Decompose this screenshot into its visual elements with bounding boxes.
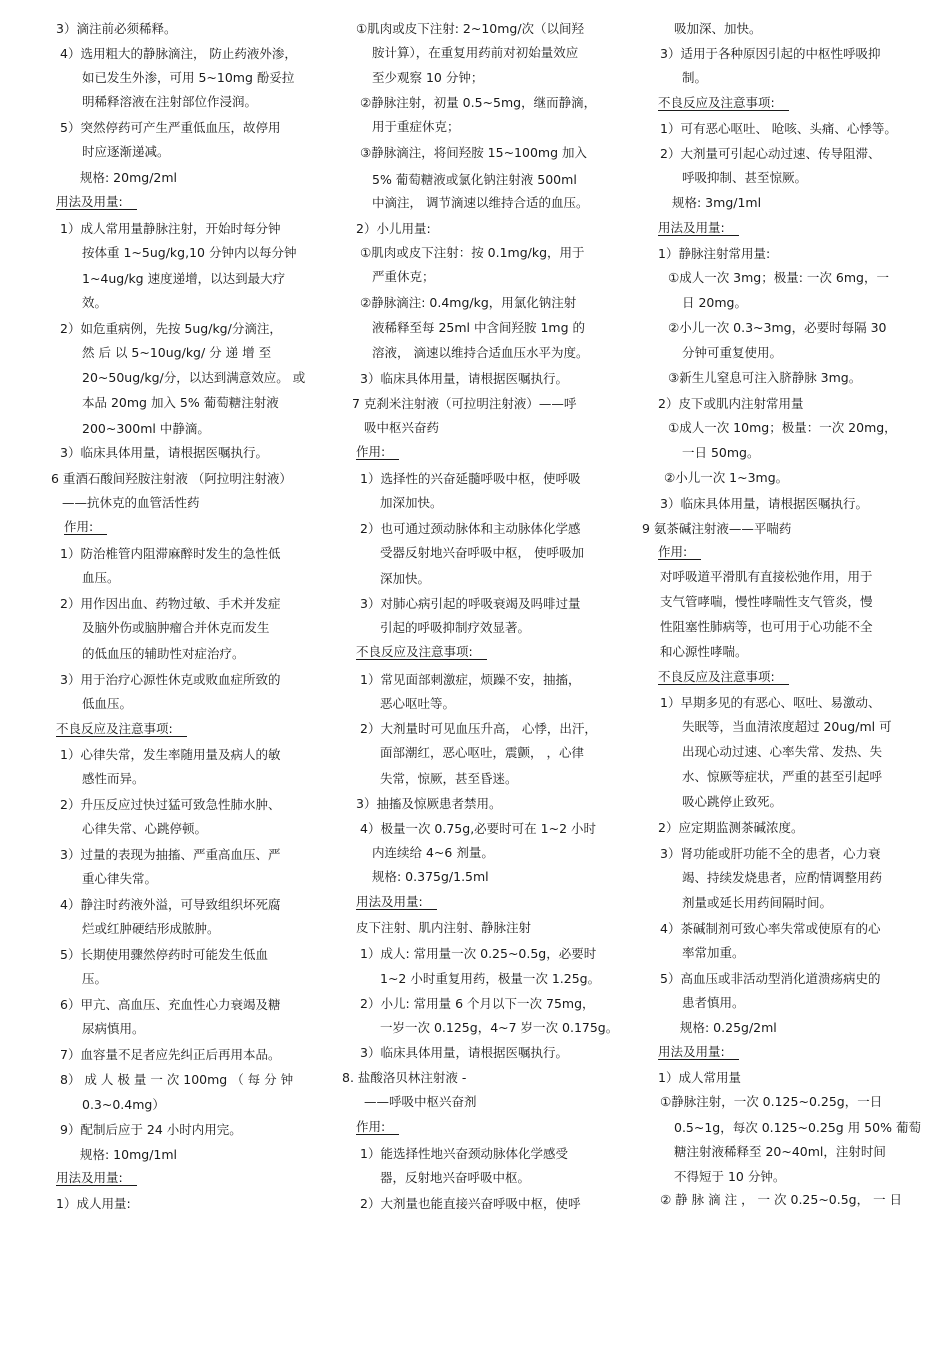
text-line (82, 295, 107, 311)
text-line (360, 371, 568, 387)
text-line (360, 672, 580, 688)
text-line-content: 本品 20mg 加入 5% 葡萄糖注射液 (82, 395, 279, 410)
text-line-content: 胺计算），在重复用药前对初始量效应 (372, 45, 579, 60)
text-line (660, 921, 880, 937)
text-line-content: ①肌肉或皮下注射：按 0.1mg/kg，用于 (360, 245, 585, 260)
text-line-content: 感性而异。 (82, 771, 145, 786)
text-line (372, 869, 489, 885)
text-line-content: 3）临床具体用量，请根据医嘱执行。 (60, 445, 268, 460)
text-line (352, 396, 576, 412)
text-line (62, 495, 200, 511)
text-line-content: 3）用于治疗心源性休克或败血症所致的 (60, 672, 281, 687)
text-line-content: 4）茶碱制剂可致心率失常或使原有的心 (660, 921, 881, 936)
text-line-content: 5）长期使用骤然停药时可能发生低血 (60, 947, 268, 962)
text-line (356, 796, 501, 812)
text-line-content: 低血压。 (82, 696, 133, 711)
text-line (82, 821, 207, 837)
text-line (82, 70, 294, 86)
section-heading (64, 519, 107, 535)
text-line (680, 1020, 777, 1036)
text-line-content: 心律失常、心跳停顿。 (82, 821, 208, 836)
text-line-content: ①成人一次 10mg；极量：一次 20mg， (668, 420, 897, 435)
text-line (60, 46, 297, 62)
text-line (360, 1196, 580, 1212)
section-heading-text: 用法及用量: (56, 194, 137, 210)
section-heading-text: 不良反应及注意事项: (658, 95, 789, 111)
text-line-content: 1）静脉注射常用量: (658, 246, 771, 261)
text-line-content: ② 静 脉 滴 注 ， 一 次 0.25~0.5g， 一 日 (660, 1192, 903, 1207)
text-line (82, 570, 120, 586)
text-line-content: 8） 成 人 极 量 一 次 100mg （ 每 分 钟 (60, 1072, 294, 1087)
text-line (364, 1094, 477, 1110)
text-line-content: 面部潮红，恶心呕吐，震颤， ，心律 (380, 745, 584, 760)
text-line-content: 3）过量的表现为抽搐、严重高血压、严 (60, 847, 281, 862)
text-line-content: 对呼吸道平滑肌有直接松弛作用，用于 (660, 569, 873, 584)
text-line-content: 2）皮下或肌内注射常用量 (658, 396, 804, 411)
text-line (82, 94, 257, 110)
text-line-content: 3）临床具体用量，请根据医嘱执行。 (360, 371, 568, 386)
section-heading-text: 用法及用量: (658, 1044, 739, 1060)
text-line (60, 847, 280, 863)
text-line (682, 719, 892, 735)
text-line (360, 471, 580, 487)
text-line-content: 水、惊厥等症状，严重的甚至引起呼 (682, 769, 883, 784)
text-line (56, 1196, 131, 1212)
text-line-content: ③静脉滴注，将间羟胺 15~100mg 加入 (360, 145, 588, 160)
text-line (82, 620, 270, 636)
text-line-content: 的低血压的辅助性对症治疗。 (82, 646, 245, 661)
text-line-content: 剂量或延长用药间隔时间。 (682, 895, 833, 910)
text-line-content: 和心源性哮喘。 (660, 644, 748, 659)
text-line-content: 糖注射液稀释至 20~40ml，注射时间 (674, 1144, 886, 1159)
text-line (80, 170, 177, 186)
text-line-content: 0.5~1g，每次 0.125~0.25g 用 50% 葡萄 (674, 1120, 921, 1135)
text-line (660, 644, 748, 660)
text-line (660, 971, 880, 987)
section-heading (658, 1044, 739, 1060)
text-line (60, 997, 280, 1013)
text-line (82, 1097, 165, 1113)
text-line-content: 1）可有恶心呕吐、 呛咳、头痛、心悸等。 (660, 121, 897, 136)
text-line (82, 370, 305, 386)
text-line-content: 规格: 3mg/1ml (672, 195, 762, 210)
text-line-content: 3）临床具体用量，请根据医嘱执行。 (360, 1045, 568, 1060)
text-line-content: 皮下注射、肌内注射、静脉注射 (356, 920, 532, 935)
text-line-content: 加深加快。 (380, 495, 443, 510)
text-line (60, 1047, 280, 1063)
text-line-content: 1）成人用量: (56, 1196, 131, 1211)
text-line (82, 771, 145, 787)
text-line (660, 1094, 882, 1110)
text-line (682, 945, 745, 961)
text-line (82, 921, 220, 937)
text-line-content: 率常加重。 (682, 945, 745, 960)
text-line (360, 1146, 568, 1162)
text-line-content: 血压。 (82, 570, 120, 585)
section-heading (658, 544, 701, 560)
text-line-content: 2）用作因出血、药物过敏、手术并发症 (60, 596, 281, 611)
text-line-content: 1~2 小时重复用药，极量一次 1.25g。 (380, 971, 601, 986)
column-right (642, 0, 944, 1345)
text-line-content: ①成人一次 3mg；极量: 一次 6mg，一 (668, 270, 889, 285)
text-line (682, 295, 747, 311)
section-heading-text: 作用: (64, 519, 107, 535)
text-line-content: 7）血容量不足者应先纠正后再用本品。 (60, 1047, 281, 1062)
text-line-content: 不得短于 10 分钟。 (674, 1169, 786, 1184)
text-line-content: 1）防治椎管内阻滞麻醉时发生的急性低 (60, 546, 281, 561)
text-line-content: 溶液， 滴速以维持合适血压水平为度。 (372, 345, 589, 360)
text-line-content: 规格: 0.375g/1.5ml (372, 869, 489, 884)
text-line (82, 696, 132, 712)
text-line (660, 121, 897, 137)
text-line (80, 1147, 177, 1163)
text-line (660, 619, 873, 635)
text-line-content: 制。 (682, 70, 708, 85)
section-heading-text: 作用: (356, 444, 399, 460)
text-line (658, 246, 770, 262)
text-line-content: 如已发生外渗，可用 5~10mg 酚妥拉 (82, 70, 295, 85)
text-line (682, 870, 882, 886)
text-line-content: 7 克刹米注射液（可拉明注射液）——呼 (352, 396, 577, 411)
section-heading-text: 作用: (658, 544, 701, 560)
text-line (380, 571, 430, 587)
text-line (82, 345, 271, 361)
text-line (682, 895, 832, 911)
text-line (380, 745, 584, 761)
text-line (60, 546, 280, 562)
text-line-content: ——呼吸中枢兴奋剂 (364, 1094, 477, 1109)
text-line-content: ②小儿一次 1~3mg。 (664, 470, 789, 485)
text-line (380, 545, 584, 561)
text-line (682, 345, 782, 361)
text-line-content: 1）选择性的兴奋延髓呼吸中枢，使呼吸 (360, 471, 581, 486)
text-line-content: 5% 葡萄糖液或氯化钠注射液 500ml (372, 172, 577, 187)
text-line (372, 320, 585, 336)
text-line-content: 2）大剂量可引起心动过速、传导阻滞、 (660, 146, 881, 161)
text-line (672, 195, 761, 211)
section-heading (356, 644, 487, 660)
text-line (668, 270, 889, 286)
text-line (51, 471, 292, 487)
text-line (682, 70, 707, 86)
text-line-content: 液稀释至每 25ml 中含间羟胺 1mg 的 (372, 320, 586, 335)
text-line (60, 445, 268, 461)
text-line-content: 2）也可通过颈动脉体和主动脉体化学感 (360, 521, 581, 536)
text-line (682, 794, 782, 810)
text-line-content: 受器反射地兴奋呼吸中枢， 使呼吸加 (380, 545, 584, 560)
text-line (356, 920, 531, 936)
text-line-content: 规格: 10mg/1ml (80, 1147, 178, 1162)
text-line-content: 0.3~0.4mg） (82, 1097, 165, 1112)
text-line-content: 2）大剂量也能直接兴奋呼吸中枢，使呼 (360, 1196, 581, 1211)
text-line (360, 95, 596, 111)
text-line-content: 呼吸抑制、甚至惊厥。 (682, 170, 808, 185)
text-line-content: 患者慎用。 (682, 995, 745, 1010)
section-heading-text: 不良反应及注意事项: (56, 721, 187, 737)
text-line (82, 971, 107, 987)
text-line-content: 重心律失常。 (82, 871, 158, 886)
text-line-content: 失常，惊厥，甚至昏迷。 (380, 771, 518, 786)
text-line (674, 1144, 886, 1160)
text-line (660, 695, 880, 711)
text-line (372, 70, 483, 86)
text-line-content: 规格: 20mg/2ml (80, 170, 178, 185)
text-line-content: 3）适用于各种原因引起的中枢性呼吸抑 (660, 46, 881, 61)
text-line (82, 421, 210, 437)
text-line (360, 721, 597, 737)
text-line (60, 120, 280, 136)
text-line (360, 946, 596, 962)
text-line-content: ——抗休克的血管活性药 (62, 495, 200, 510)
text-line-content: 吸加深、加快。 (674, 21, 762, 36)
text-line (372, 45, 578, 61)
text-line-content: 用于重症休克； (372, 119, 460, 134)
text-line (380, 771, 518, 787)
text-line (360, 145, 587, 161)
text-line-content: 1~4ug/kg 速度递增，以达到最大疗 (82, 271, 286, 286)
text-line (660, 1192, 902, 1208)
text-line-content: 4）极量一次 0.75g,必要时可在 1~2 小时 (360, 821, 596, 836)
text-line-content: ②静脉注射，初量 0.5~5mg，继而静滴， (360, 95, 597, 110)
column-middle (342, 0, 644, 1345)
text-line (60, 747, 280, 763)
text-line-content: 2）大剂量时可见血压升高， 心悸，出汗， (360, 721, 597, 736)
text-line-content: 4）静注时药液外溢，可导致组织坏死腐 (60, 897, 281, 912)
text-line-content: 3）对肺心病引起的呼吸衰竭及吗啡过量 (360, 596, 581, 611)
text-line-content: 6 重酒石酸间羟胺注射液 （阿拉明注射液） (51, 471, 292, 486)
text-line-content: 按体重 1~5ug/kg,10 分钟内以每分钟 (82, 245, 297, 260)
text-line-content: 一岁一次 0.125g，4~7 岁一次 0.175g。 (380, 1020, 619, 1035)
section-heading (56, 721, 187, 737)
text-line (60, 221, 280, 237)
text-line (660, 569, 873, 585)
section-heading (658, 669, 789, 685)
text-line (60, 672, 280, 688)
text-line (380, 1170, 530, 1186)
text-line (674, 1120, 921, 1136)
text-line (356, 21, 584, 37)
text-line-content: 6）甲亢、高血压、充血性心力衰竭及糖 (60, 997, 281, 1012)
text-line (60, 1122, 242, 1138)
section-heading (658, 95, 789, 111)
text-line-content: 3）临床具体用量，请根据医嘱执行。 (660, 496, 868, 511)
text-line-content: 1）常见面部刺激症，烦躁不安，抽搐， (360, 672, 581, 687)
text-line (60, 897, 280, 913)
text-line-content: 性阻塞性肺病等，也可用于心功能不全 (660, 619, 873, 634)
text-line (658, 820, 803, 836)
text-line (664, 470, 788, 486)
text-line (360, 295, 576, 311)
section-heading (356, 1119, 399, 1135)
text-line-content: 2）应定期监测茶碱浓度。 (658, 820, 804, 835)
text-line-content: 2）小儿: 常用量 6 个月以下一次 75mg， (360, 996, 595, 1011)
text-line (360, 596, 580, 612)
text-line (380, 696, 455, 712)
text-line-content: 1）成人常用量 (658, 1070, 741, 1085)
text-line-content: 失眠等，当血清浓度超过 20ug/ml 可 (682, 719, 892, 734)
text-line (668, 320, 886, 336)
section-heading (356, 894, 437, 910)
text-line-content: 5）突然停药可产生严重低血压，故停用 (60, 120, 281, 135)
text-line (82, 395, 279, 411)
text-line (380, 620, 530, 636)
text-line-content: 引起的呼吸抑制疗效显著。 (380, 620, 531, 635)
text-line (372, 195, 588, 211)
text-line-content: 4）选用粗大的静脉滴注， 防止药液外渗， (60, 46, 297, 61)
text-line (60, 797, 280, 813)
text-line-content: 3）抽搐及惊厥患者禁用。 (356, 796, 502, 811)
text-line (682, 445, 760, 461)
text-line-content: 支气管哮喘，慢性哮喘性支气管炎，慢 (660, 594, 873, 609)
text-line-content: 严重休克； (372, 269, 435, 284)
text-line (82, 245, 296, 261)
text-line-content: 5）高血压或非活动型消化道溃疡病史的 (660, 971, 881, 986)
text-line-content: 效。 (82, 295, 108, 310)
text-line (380, 1020, 618, 1036)
text-line-content: 内连续给 4~6 剂量。 (372, 845, 494, 860)
text-line (82, 871, 157, 887)
text-line (360, 245, 585, 261)
text-line-content: 时应逐渐递减。 (82, 144, 170, 159)
text-line-content: 压。 (82, 971, 108, 986)
text-line-content: 1）能选择性地兴奋颈动脉体化学感受 (360, 1146, 568, 1161)
text-line-content: 一日 50mg。 (682, 445, 760, 460)
section-heading-text: 用法及用量: (356, 894, 437, 910)
text-line-content: 200~300ml 中静滴。 (82, 421, 210, 436)
text-line-content: 8. 盐酸洛贝林注射液 - (342, 1070, 467, 1085)
section-heading (658, 220, 739, 236)
section-heading (56, 194, 137, 210)
text-line (658, 396, 803, 412)
text-line (360, 1045, 568, 1061)
text-line (372, 119, 460, 135)
section-heading-text: 不良反应及注意事项: (356, 644, 487, 660)
text-line (660, 846, 880, 862)
text-line-content: 吸中枢兴奋药 (364, 420, 440, 435)
text-line (82, 144, 170, 160)
text-line (372, 845, 494, 861)
text-line (682, 995, 745, 1011)
text-line-content: ②静脉滴注: 0.4mg/kg，用氯化钠注射 (360, 295, 577, 310)
text-line-content: ③新生儿窒息可注入脐静脉 3mg。 (668, 370, 862, 385)
text-line-content: 1）成人常用量静脉注射，开始时每分钟 (60, 221, 281, 236)
text-line-content: 尿病慎用。 (82, 1021, 145, 1036)
text-line (360, 521, 580, 537)
text-line (668, 370, 861, 386)
text-line-content: 竭、持续发烧患者，应酌情调整用药 (682, 870, 883, 885)
section-heading (356, 444, 399, 460)
text-line-content: 器，反射地兴奋呼吸中枢。 (380, 1170, 531, 1185)
text-line (372, 345, 588, 361)
text-line-content: 明稀释溶液在注射部位作浸润。 (82, 94, 258, 109)
text-line (372, 269, 435, 285)
text-line (660, 146, 880, 162)
text-line (60, 947, 268, 963)
text-line (60, 596, 280, 612)
text-line-content: 规格: 0.25g/2ml (680, 1020, 777, 1035)
text-line-content: 深加快。 (380, 571, 431, 586)
text-line-content: 中滴注， 调节滴速以维持合适的血压。 (372, 195, 589, 210)
text-line-content: 2）小儿用量: (356, 221, 431, 236)
text-line-content: 至少观察 10 分钟； (372, 70, 484, 85)
text-line (660, 46, 880, 62)
text-line (82, 271, 285, 287)
text-line (56, 21, 176, 37)
text-line-content: ②小儿一次 0.3~3mg，必要时每隔 30 (668, 320, 887, 335)
text-line-content: 分钟可重复使用。 (682, 345, 783, 360)
section-heading (56, 1170, 137, 1186)
text-line-content: 3）肾功能或肝功能不全的患者，心力衰 (660, 846, 881, 861)
text-line-content: 2）升压反应过快过猛可致急性肺水肿、 (60, 797, 281, 812)
text-line (674, 21, 762, 37)
text-line (642, 521, 791, 537)
text-line-content: 3）滴注前必须稀释。 (56, 21, 177, 36)
text-line (60, 1072, 293, 1088)
section-heading-text: 作用: (356, 1119, 399, 1135)
text-line-content: 20~50ug/kg/分，以达到满意效应。 或 (82, 370, 306, 385)
text-line (360, 996, 595, 1012)
section-heading-text: 不良反应及注意事项: (658, 669, 789, 685)
column-left (51, 0, 344, 1345)
text-line (682, 744, 882, 760)
text-line-content: 1）心律失常，发生率随用量及病人的敏 (60, 747, 281, 762)
text-line (342, 1070, 466, 1086)
section-heading-text: 用法及用量: (56, 1170, 137, 1186)
text-line-content: 恶心呕吐等。 (380, 696, 456, 711)
text-line-content: 1）早期多见的有恶心、呕吐、易激动、 (660, 695, 881, 710)
text-line (60, 321, 282, 337)
text-line (658, 1070, 741, 1086)
text-line (356, 221, 431, 237)
text-line-content: 及脑外伤或脑肿瘤合并休克而发生 (82, 620, 270, 635)
text-line (360, 821, 596, 837)
text-line (380, 495, 443, 511)
text-line (682, 170, 807, 186)
text-line-content: 出现心动过速、心率失常、发热、失 (682, 744, 883, 759)
text-line-content: 烂或红肿硬结形成脓肿。 (82, 921, 220, 936)
text-line (668, 420, 897, 436)
text-line (674, 1169, 785, 1185)
text-line-content: 吸心跳停止致死。 (682, 794, 783, 809)
text-line (364, 420, 439, 436)
text-line (82, 646, 245, 662)
text-line (82, 1021, 145, 1037)
text-line-content: 1）成人: 常用量一次 0.25~0.5g，必要时 (360, 946, 597, 961)
text-line (380, 971, 600, 987)
text-line-content: 日 20mg。 (682, 295, 747, 310)
text-line (682, 769, 882, 785)
text-line (660, 496, 868, 512)
text-line-content: 9）配制后应于 24 小时内用完。 (60, 1122, 242, 1137)
text-line-content: 然 后 以 5~10ug/kg/ 分 递 增 至 (82, 345, 272, 360)
text-line (660, 594, 873, 610)
text-line-content: 9 氨茶碱注射液——平喘药 (642, 521, 792, 536)
text-line-content: 2）如危重病例，先按 5ug/kg/分滴注， (60, 321, 282, 336)
text-line (372, 172, 577, 188)
text-line-content: ①肌肉或皮下注射: 2~10mg/次（以间羟 (356, 21, 585, 36)
section-heading-text: 用法及用量: (658, 220, 739, 236)
text-line-content: ①静脉注射，一次 0.125~0.25g，一日 (660, 1094, 883, 1109)
